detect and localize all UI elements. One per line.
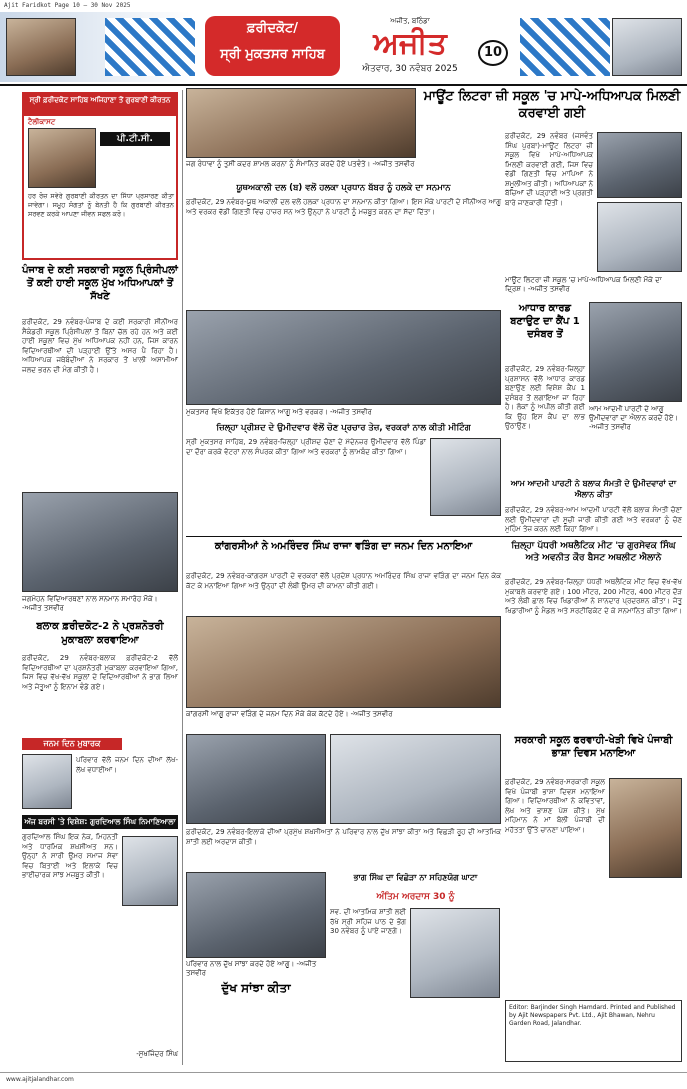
ad-sub: ਟੈਲੀਕਾਸਟ bbox=[28, 118, 56, 126]
punjabi-day-headline: ਸਰਕਾਰੀ ਸਕੂਲ ਫਰਵਾਹੀ-ਖੇੜੀ ਵਿਖੇ ਪੰਜਾਬੀ ਭਾਸ਼ਾ ਦਿਵਸ ਮਨਾਇਆ bbox=[514, 735, 673, 759]
left-main-headline: ਪੰਜਾਬ ਦੇ ਕਈ ਸਰਕਾਰੀ ਸਕੂਲ ਪ੍ਰਿੰਸੀਪਲਾਂ ਤੋਂ ਕਈ ਹਾਈ ਸਕੂਲ ਮੁੱਖ ਅਧਿਆਪਕਾਂ ਤੋਂ ਸੱਖਣੇ bbox=[22, 265, 178, 302]
mount-litera-body: ਫ਼ਰੀਦਕੋਟ, 29 ਨਵੰਬਰ (ਜਸਵੰਤ ਸਿੰਘ ਪੁਰਬਾ)-ਮਾਊਂਟ ਲਿਟਰਾ ਜ਼ੀ ਸਕੂਲ ਵਿਖੇ ਮਾਪੇ-ਅਧਿਆਪਕ ਮਿਲਣੀ ਕਰਵਾਈ ਗਈ, ਜਿਸ ਵਿਚ ਵੱਡੀ ਗਿਣਤੀ ਵਿਚ ਮਾਪਿਆਂ ਨੇ ਸ਼ਮੂਲੀਅਤ ਕੀਤੀ। ਅਧਿਆਪਕਾਂ ਨੇ ਬੱਚਿਆਂ ਦੀ ਪੜ੍ਹਾਈ ਅਤੇ ਪ੍ਰਗਤੀ ਬਾਰੇ ਜਾਣਕਾਰੀ ਦਿੱਤੀ। bbox=[505, 132, 593, 207]
edition-title-1: ਫ਼ਰੀਦਕੋਟ/ bbox=[246, 21, 299, 36]
athletics-headline: ਜ਼ਿਲ੍ਹਾ ਪੱਧਰੀ ਅਥਲੈਟਿਕ ਮੀਟ 'ਚ ਗੁਰਸੇਵਕ ਸਿੰਘ ਅਤੇ ਅਵਨੀਤ ਕੌਰ ਬੈਸਟ ਅਥਲੀਟ ਐਲਾਨੇ bbox=[511, 541, 676, 563]
bhog-body: ਫ਼ਰੀਦਕੋਟ, 29 ਨਵੰਬਰ-ਇਲਾਕੇ ਦੀਆਂ ਪ੍ਰਮੁੱਖ ਸ਼ਖ਼ਸੀਅਤਾਂ ਨੇ ਪਰਿਵਾਰ ਨਾਲ ਦੁੱਖ ਸਾਂਝਾ ਕੀਤਾ ਅਤੇ ਵਿਛੜੀ ਰੂਹ ਦੀ ਆਤਮਿਕ ਸ਼ਾਂਤੀ ਲਈ ਅਰਦਾਸ ਕੀਤੀ। bbox=[186, 828, 501, 846]
left-ad-box bbox=[22, 92, 178, 260]
masthead-small: ਅਜੀਤ, ਬਠਿੰਡਾ bbox=[390, 17, 430, 25]
imprint-box: Editor: Barjinder Singh Hamdard. Printed and Published by Ajit Newspapers Pvt. Ltd., Ajit Bhawan, Nehru Garden Road, Jalandhar. bbox=[505, 1000, 682, 1062]
farmers-caption: ਮੁਕਤਸਰ ਵਿਖੇ ਇਕੱਤਰ ਹੋਏ ਕਿਸਾਨ ਆਗੂ ਅਤੇ ਵਰਕਰ। -ਅਜੀਤ ਤਸਵੀਰ bbox=[186, 408, 372, 416]
edition-banner bbox=[205, 16, 340, 76]
paper-logo: ਅਜੀਤ bbox=[373, 26, 447, 61]
edition-title-2: ਸ੍ਰੀ ਮੁਕਤਸਰ ਸਾਹਿਬ bbox=[220, 47, 325, 62]
pattern-right bbox=[520, 18, 610, 76]
birthday-title: ਜਨਮ ਦਿਨ ਮੁਬਾਰਕ bbox=[22, 738, 122, 750]
left-main-body: ਫ਼ਰੀਦਕੋਟ, 29 ਨਵੰਬਰ-ਪੰਜਾਬ ਦੇ ਕਈ ਸਰਕਾਰੀ ਸੀਨੀਅਰ ਸੈਕੰਡਰੀ ਸਕੂਲ ਪ੍ਰਿੰਸੀਪਲਾਂ ਤੋਂ ਬਿਨਾਂ ਚੱਲ ਰਹੇ ਹਨ ਅਤੇ ਕਈ ਹਾਈ ਸਕੂਲਾਂ ਵਿਚ ਮੁੱਖ ਅਧਿਆਪਕ ਨਹੀਂ ਹਨ, ਜਿਸ ਕਾਰਨ ਵਿਦਿਆਰਥੀਆਂ ਦੀ ਪੜ੍ਹਾਈ ਉੱਤੇ ਅਸਰ ਪੈ ਰਿਹਾ ਹੈ। ਅਧਿਆਪਕ ਜਥੇਬੰਦੀਆਂ ਨੇ ਸਰਕਾਰ ਤੋਂ ਖਾਲੀ ਅਸਾਮੀਆਂ ਜਲਦ ਭਰਨ ਦੀ ਮੰਗ ਕੀਤੀ ਹੈ। bbox=[22, 318, 178, 374]
athletics-body: ਫ਼ਰੀਦਕੋਟ, 29 ਨਵੰਬਰ-ਜ਼ਿਲ੍ਹਾ ਪੱਧਰੀ ਅਥਲੈਟਿਕ ਮੀਟ ਵਿਚ ਵੱਖ-ਵੱਖ ਮੁਕਾਬਲੇ ਕਰਵਾਏ ਗਏ। 100 ਮੀਟਰ, 200 ਮੀਟਰ, 400 ਮੀਟਰ ਦੌੜ ਅਤੇ ਲੰਬੀ ਛਾਲ ਵਿਚ ਖਿਡਾਰੀਆਂ ਨੇ ਸ਼ਾਨਦਾਰ ਪ੍ਰਦਰਸ਼ਨ ਕੀਤਾ। ਜੇਤੂ ਖਿਡਾਰੀਆਂ ਨੂੰ ਮੈਡਲ ਅਤੇ ਸਰਟੀਫਿਕੇਟ ਦੇ ਕੇ ਸਨਮਾਨਿਤ ਕੀਤਾ ਗਿਆ। bbox=[505, 578, 682, 615]
honour-caption: ਜਗ ਰੰਧਾਵਾ ਨੂੰ ਤੁਸੀਂ ਕਦਰ ਸ਼ਾਮਲ ਕਰਨਾ ਨੂੰ ਸੰਮਾਨਿਤ ਕਰਦੇ ਹੋਏ ਪਤਵੰਤੇ। -ਅਜੀਤ ਤਸਵੀਰ bbox=[186, 160, 415, 168]
ad-text: ਹਰ ਰੋਜ਼ ਸਵੇਰੇ ਗੁਰਬਾਣੀ ਕੀਰਤਨ ਦਾ ਸਿੱਧਾ ਪ੍ਰਸਾਰਣ ਕੀਤਾ ਜਾਵੇਗਾ। ਸਮੂਹ ਸੰਗਤਾਂ ਨੂੰ ਬੇਨਤੀ ਹੈ ਕਿ ਗੁਰਬਾਣੀ ਕੀਰਤਨ ਸਰਵਣ ਕਰਕੇ ਆਪਣਾ ਜੀਵਨ ਸਫਲ ਕਰੋ। bbox=[28, 192, 174, 218]
condolence-headline: ਦੁੱਖ ਸਾਂਝਾ ਕੀਤਾ bbox=[221, 981, 291, 995]
mount-litera-photo-1 bbox=[597, 132, 682, 198]
bhog-headline: ਭਾਗ ਸਿੰਘ ਦਾ ਵਿਛੋੜਾ ਨਾ ਸਹਿਣਯੋਗ ਘਾਟਾ bbox=[353, 873, 478, 882]
page-number: 10 bbox=[478, 40, 508, 66]
congress-caption: ਕਾਂਗਰਸੀ ਆਗੂ ਰਾਜਾ ਵੜਿੰਗ ਦੇ ਜਨਮ ਦਿਨ ਮੌਕੇ ਕੇਕ ਕੱਟਦੇ ਹੋਏ। -ਅਜੀਤ ਤਸਵੀਰ bbox=[186, 710, 393, 718]
event-photo-2 bbox=[330, 734, 501, 824]
aadhaar-body: ਫ਼ਰੀਦਕੋਟ, 29 ਨਵੰਬਰ-ਜ਼ਿਲ੍ਹਾ ਪ੍ਰਸ਼ਾਸਨ ਵੱਲੋਂ ਆਧਾਰ ਕਾਰਡ ਬਣਾਉਣ ਲਈ ਵਿਸ਼ੇਸ਼ ਕੈਂਪ 1 ਦਸੰਬਰ ਤੋਂ ਲਗਾਇਆ ਜਾ ਰਿਹਾ ਹੈ। ਲੋਕਾਂ ਨੂੰ ਅਪੀਲ ਕੀਤੀ ਗਈ ਕਿ ਉਹ ਇਸ ਕੈਂਪ ਦਾ ਲਾਭ ਉਠਾਉਣ। bbox=[505, 365, 585, 430]
punjabi-day-photo bbox=[609, 778, 682, 878]
condolence-photo bbox=[186, 872, 326, 958]
masthead bbox=[345, 16, 475, 76]
column-rule-1 bbox=[182, 90, 183, 1065]
quiz-headline: ਬਲਾਕ ਫ਼ਰੀਦਕੋਟ-2 ਨੇ ਪ੍ਰਸ਼ਨੋਤਰੀ ਮੁਕਾਬਲਾ ਕਰਵਾਇਆ bbox=[36, 621, 164, 646]
print-slug: Ajit Faridkot Page 10 — 30 Nov 2025 bbox=[4, 2, 131, 9]
temple-photo-right bbox=[612, 18, 682, 76]
birthday-text: ਪਰਿਵਾਰ ਵੱਲੋਂ ਜਨਮ ਦਿਨ ਦੀਆਂ ਲੱਖ-ਲੱਖ ਵਧਾਈਆਂ। bbox=[76, 756, 178, 774]
obit-body-2 bbox=[22, 958, 178, 1018]
zila-parishad-body: ਸ੍ਰੀ ਮੁਕਤਸਰ ਸਾਹਿਬ, 29 ਨਵੰਬਰ-ਜ਼ਿਲ੍ਹਾ ਪ੍ਰੀਸ਼ਦ ਚੋਣਾਂ ਦੇ ਮੱਦੇਨਜ਼ਰ ਉਮੀਦਵਾਰ ਵੱਲੋਂ ਪਿੰਡਾਂ ਦਾ ਦੌਰਾ ਕਰਕੇ ਵੋਟਰਾਂ ਨਾਲ ਸੰਪਰਕ ਕੀਤਾ ਗਿਆ ਅਤੇ ਵਰਕਰਾਂ ਨੂੰ ਲਾਮਬੰਦ ਕੀਤਾ ਗਿਆ। bbox=[186, 438, 426, 456]
antim-headline: ਅੰਤਿਮ ਅਰਦਾਸ 30 ਨੂੰ bbox=[376, 892, 455, 902]
obit-photo bbox=[122, 836, 178, 906]
aap-photo bbox=[589, 302, 682, 402]
page-footer: www.ajitjalandhar.com bbox=[0, 1072, 687, 1089]
issue-date: ਐਤਵਾਰ, 30 ਨਵੰਬਰ 2025 bbox=[362, 64, 458, 74]
obit-signature: -ਸੁਖਜਿੰਦਰ ਸਿੰਘ bbox=[136, 1050, 178, 1058]
students-photo bbox=[22, 492, 178, 592]
section-divider bbox=[186, 536, 682, 537]
congress-body: ਫ਼ਰੀਦਕੋਟ, 29 ਨਵੰਬਰ-ਕਾਂਗਰਸ ਪਾਰਟੀ ਦੇ ਵਰਕਰਾਂ ਵੱਲੋਂ ਪ੍ਰਦੇਸ਼ ਪ੍ਰਧਾਨ ਅਮਰਿੰਦਰ ਸਿੰਘ ਰਾਜਾ ਵੜਿੰਗ ਦਾ ਜਨਮ ਦਿਨ ਕੇਕ ਕੱਟ ਕੇ ਮਨਾਇਆ ਗਿਆ ਅਤੇ ਉਨ੍ਹਾਂ ਦੀ ਲੰਬੀ ਉਮਰ ਦੀ ਕਾਮਨਾ ਕੀਤੀ ਗਈ। bbox=[186, 572, 501, 590]
youth-akali-body: ਫ਼ਰੀਦਕੋਟ, 29 ਨਵੰਬਰ-ਯੂਥ ਅਕਾਲੀ ਦਲ ਵਲੋਂ ਹਲਕਾ ਪ੍ਰਧਾਨ ਦਾ ਸਨਮਾਨ ਕੀਤਾ ਗਿਆ। ਇਸ ਮੌਕੇ ਪਾਰਟੀ ਦੇ ਸੀਨੀਅਰ ਆਗੂ ਅਤੇ ਵਰਕਰ ਵੱਡੀ ਗਿਣਤੀ ਵਿਚ ਹਾਜ਼ਰ ਸਨ ਅਤੇ ਉਨ੍ਹਾਂ ਨੇ ਪਾਰਟੀ ਨੂੰ ਮਜ਼ਬੂਤ ਕਰਨ ਦਾ ਸੱਦਾ ਦਿੱਤਾ। bbox=[186, 198, 501, 216]
honour-photo bbox=[186, 88, 416, 158]
obit-title: ਅੱਜ ਬਰਸੀ 'ਤੇ ਵਿਸ਼ੇਸ਼: ਗੁਰਦਿਆਲ ਸਿੰਘ ਨਿਮਾਣਿਆਲਾ bbox=[22, 815, 178, 829]
event-photo-1 bbox=[186, 734, 326, 824]
quiz-body: ਫ਼ਰੀਦਕੋਟ, 29 ਨਵੰਬਰ-ਬਲਾਕ ਫ਼ਰੀਦਕੋਟ-2 ਵੱਲੋਂ ਵਿਦਿਆਰਥੀਆਂ ਦਾ ਪ੍ਰਸ਼ਨੋਤਰੀ ਮੁਕਾਬਲਾ ਕਰਵਾਇਆ ਗਿਆ, ਜਿਸ ਵਿਚ ਵੱਖ-ਵੱਖ ਸਕੂਲਾਂ ਦੇ ਵਿਦਿਆਰਥੀਆਂ ਨੇ ਭਾਗ ਲਿਆ ਅਤੇ ਜੇਤੂਆਂ ਨੂੰ ਇਨਾਮ ਵੰਡੇ ਗਏ। bbox=[22, 654, 178, 691]
pattern-left bbox=[105, 18, 195, 76]
punjabi-day-body: ਫ਼ਰੀਦਕੋਟ, 29 ਨਵੰਬਰ-ਸਰਕਾਰੀ ਸਕੂਲ ਵਿਖੇ ਪੰਜਾਬੀ ਭਾਸ਼ਾ ਦਿਵਸ ਮਨਾਇਆ ਗਿਆ। ਵਿਦਿਆਰਥੀਆਂ ਨੇ ਕਵਿਤਾਵਾਂ, ਲੇਖ ਅਤੇ ਭਾਸ਼ਣ ਪੇਸ਼ ਕੀਤੇ। ਮੁੱਖ ਮਹਿਮਾਨ ਨੇ ਮਾਂ ਬੋਲੀ ਪੰਜਾਬੀ ਦੀ ਮਹੱਤਤਾ ਉੱਤੇ ਚਾਨਣਾ ਪਾਇਆ। bbox=[505, 778, 605, 834]
congress-headline: ਕਾਂਗਰਸੀਆਂ ਨੇ ਅਮਰਿੰਦਰ ਸਿੰਘ ਰਾਜਾ ਵੜਿੰਗ ਦਾ ਜਨਮ ਦਿਨ ਮਨਾਇਆ bbox=[214, 541, 473, 552]
aadhaar-headline: ਆਧਾਰ ਕਾਰਡ ਬਣਾਉਣ ਦਾ ਕੈਂਪ 1 ਦਸੰਬਰ ਤੋਂ bbox=[510, 303, 580, 340]
antim-photo bbox=[410, 908, 500, 998]
birthday-photo bbox=[22, 754, 72, 809]
zila-parishad-headline: ਜ਼ਿਲ੍ਹਾ ਪ੍ਰੀਸ਼ਦ ਦੇ ਉਮੀਦਵਾਰ ਵੱਲੋਂ ਚੋਣ ਪ੍ਰਚਾਰ ਤੇਜ਼, ਵਰਕਰਾਂ ਨਾਲ ਕੀਤੀ ਮੀਟਿੰਗ bbox=[216, 423, 471, 433]
antim-body: ਸਵ. ਦੀ ਆਤਮਿਕ ਸ਼ਾਂਤੀ ਲਈ ਰੱਖੇ ਸ੍ਰੀ ਸਹਿਜ ਪਾਠ ਦੇ ਭੋਗ 30 ਨਵੰਬਰ ਨੂੰ ਪਾਏ ਜਾਣਗੇ। bbox=[330, 908, 406, 935]
mount-litera-headline: ਮਾਊਂਟ ਲਿਟਰਾ ਜ਼ੀ ਸਕੂਲ 'ਚ ਮਾਪੇ-ਅਧਿਆਪਕ ਮਿਲਣੀ ਕਰਵਾਈ ਗਈ bbox=[423, 89, 681, 121]
obit-body: ਗੁਰਦਿਆਲ ਸਿੰਘ ਇਕ ਨੇਕ, ਮਿਹਨਤੀ ਅਤੇ ਧਾਰਮਿਕ ਸ਼ਖ਼ਸੀਅਤ ਸਨ। ਉਨ੍ਹਾਂ ਨੇ ਸਾਰੀ ਉਮਰ ਸਮਾਜ ਸੇਵਾ ਵਿਚ ਬਿਤਾਈ ਅਤੇ ਇਲਾਕੇ ਵਿਚ ਭਾਈਚਾਰਕ ਸਾਂਝ ਮਜ਼ਬੂਤ ਕੀਤੀ। bbox=[22, 833, 118, 879]
congress-photo bbox=[186, 616, 501, 708]
condolence-body bbox=[186, 1000, 326, 1062]
aap-caption: ਆਮ ਆਦਮੀ ਪਾਰਟੀ ਦੇ ਆਗੂ ਉਮੀਦਵਾਰਾਂ ਦਾ ਐਲਾਨ ਕਰਦੇ ਹੋਏ। -ਅਜੀਤ ਤਸਵੀਰ bbox=[589, 405, 679, 431]
page-header bbox=[0, 12, 687, 86]
aap-body: ਫ਼ਰੀਦਕੋਟ, 29 ਨਵੰਬਰ-ਆਮ ਆਦਮੀ ਪਾਰਟੀ ਵੱਲੋਂ ਬਲਾਕ ਸੰਮਤੀ ਚੋਣਾਂ ਲਈ ਉਮੀਦਵਾਰਾਂ ਦੀ ਸੂਚੀ ਜਾਰੀ ਕੀਤੀ ਗਈ ਅਤੇ ਵਰਕਰਾਂ ਨੂੰ ਚੋਣ ਮੁਹਿੰਮ ਤੇਜ਼ ਕਰਨ ਲਈ ਕਿਹਾ ਗਿਆ। bbox=[505, 506, 682, 533]
gurdwara-photo-left bbox=[6, 18, 76, 76]
mount-litera-caption: ਮਾਊਂਟ ਲਿਟਰਾ ਜ਼ੀ ਸਕੂਲ 'ਚ ਮਾਪੇ-ਅਧਿਆਪਕ ਮਿਲਣੀ ਮੌਕੇ ਦਾ ਦ੍ਰਿਸ਼। -ਅਜੀਤ ਤਸਵੀਰ bbox=[505, 276, 662, 293]
mount-litera-photo-2 bbox=[597, 202, 682, 272]
farmers-photo bbox=[186, 310, 501, 405]
youth-akali-headline: ਯੂਥਅਕਾਲੀ ਦਲ (ਬ) ਵਲੋਂ ਹਲਕਾ ਪ੍ਰਧਾਨ ਬੱਬਰ ਨੂੰ ਹਲਕੇ ਦਾ ਸਨਮਾਨ bbox=[236, 183, 451, 193]
channel-name: ਪੀ.ਟੀ.ਸੀ. bbox=[100, 132, 170, 146]
aap-headline: ਆਮ ਆਦਮੀ ਪਾਰਟੀ ਨੇ ਬਲਾਕ ਸੰਮਤੀ ਦੇ ਉਮੀਦਵਾਰਾਂ ਦਾ ਐਲਾਨ ਕੀਤਾ bbox=[510, 479, 677, 499]
students-caption: ਜਗਮੋਹਨ ਵਿਦਿਆਰਥਣਾਂ ਨਾਲ ਸਨਮਾਨ ਸਮਾਰੋਹ ਮੌਕੇ। -ਅਜੀਤ ਤਸਵੀਰ bbox=[22, 595, 158, 612]
golden-temple-photo bbox=[28, 128, 96, 188]
ad-title: ਸ੍ਰੀ ਫ਼ਰੀਦਕੋਟ ਸਾਹਿਬ ਅਜਿਹਾਣਾ ਤੋਂ ਗੁਰਬਾਣੀ ਕੀਰਤਨ bbox=[24, 94, 176, 116]
zila-parishad-photo bbox=[430, 438, 501, 516]
condolence-caption: ਪਰਿਵਾਰ ਨਾਲ ਦੁੱਖ ਸਾਂਝਾ ਕਰਦੇ ਹੋਏ ਆਗੂ। -ਅਜੀਤ ਤਸਵੀਰ bbox=[186, 960, 317, 977]
